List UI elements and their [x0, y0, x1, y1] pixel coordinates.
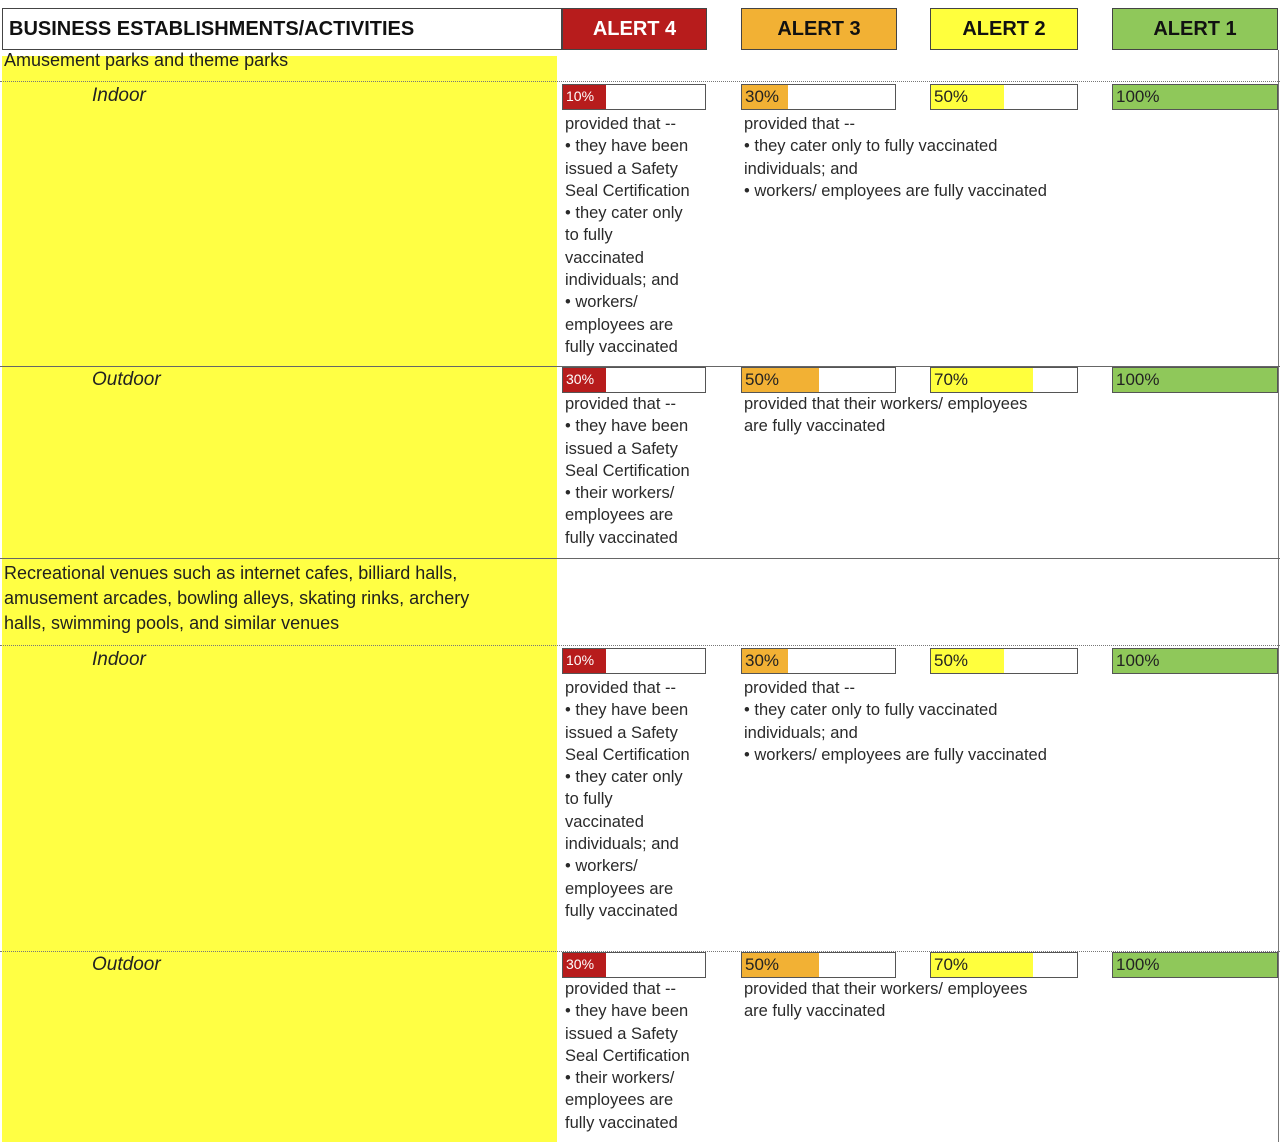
condition-line: individuals; and: [744, 723, 858, 742]
alert4-conditions: [565, 393, 690, 549]
condition-line: • they cater only: [565, 768, 683, 787]
condition-line: • they have been: [565, 137, 689, 156]
condition-line: • they have been: [565, 417, 689, 436]
category-title: Amusement parks and theme parks: [4, 50, 289, 70]
condition-line: • they cater only to fully vaccinated: [744, 137, 998, 156]
alert1-capacity-bar: [1112, 367, 1278, 393]
condition-line: individuals; and: [565, 271, 679, 290]
setting-label: Indoor: [92, 649, 146, 670]
alert1-capacity-bar: [1112, 648, 1278, 674]
capacity-label: 100%: [1116, 87, 1160, 106]
alert2-capacity-bar: [930, 367, 1078, 393]
alert4-conditions: [565, 978, 690, 1134]
capacity-label: 30%: [745, 87, 780, 106]
condition-line: • they cater only to fully vaccinated: [744, 701, 998, 720]
capacity-label: 10%: [566, 652, 595, 668]
condition-line: provided that --: [744, 115, 855, 133]
capacity-label: 70%: [934, 955, 969, 974]
condition-line: employees are: [565, 315, 674, 334]
condition-line: • they have been: [565, 701, 689, 720]
setting-label: Outdoor: [92, 954, 161, 975]
condition-line: provided that their workers/ employees: [744, 980, 1028, 998]
condition-line: provided that their workers/ employees: [744, 395, 1028, 413]
alert2-capacity-bar: [930, 952, 1078, 978]
condition-line: provided that --: [565, 679, 676, 697]
condition-line: fully vaccinated: [565, 337, 678, 356]
table-right-border: [1278, 50, 1279, 1142]
condition-line: • they cater only: [565, 204, 683, 223]
capacity-label: 50%: [934, 87, 969, 106]
alert3-conditions: [744, 393, 1027, 438]
condition-line: Seal Certification: [565, 1046, 690, 1065]
condition-line: individuals; and: [744, 159, 858, 178]
condition-line: Seal Certification: [565, 181, 690, 200]
alert3-capacity-bar: [741, 367, 896, 393]
alert2-capacity-bar: [930, 648, 1078, 674]
condition-line: employees are: [565, 879, 674, 898]
condition-line: • workers/ employees are fully vaccinated: [744, 181, 1047, 200]
alert3-conditions: [744, 113, 1047, 202]
alert4-capacity-bar: [562, 648, 706, 674]
capacity-label: 70%: [934, 370, 969, 389]
header-alert-4: ALERT 4: [562, 8, 707, 50]
alert4-capacity-bar: [562, 367, 706, 393]
condition-line: fully vaccinated: [565, 528, 678, 547]
condition-line: issued a Safety: [565, 159, 678, 178]
condition-line: to fully: [565, 790, 613, 809]
alert3-conditions: [744, 978, 1027, 1023]
capacity-label: 50%: [745, 370, 780, 389]
alert3-capacity-bar: [741, 648, 896, 674]
alert3-capacity-bar: [741, 952, 896, 978]
condition-line: employees are: [565, 1091, 674, 1110]
condition-line: • workers/: [565, 293, 638, 312]
condition-line: • their workers/: [565, 1069, 675, 1088]
condition-line: are fully vaccinated: [744, 1002, 886, 1021]
condition-line: provided that --: [565, 395, 676, 413]
setting-label: Indoor: [92, 85, 146, 106]
condition-line: are fully vaccinated: [744, 417, 886, 436]
alert4-conditions: [565, 113, 690, 358]
condition-line: Seal Certification: [565, 745, 690, 764]
alert4-conditions: [565, 677, 690, 922]
condition-line: issued a Safety: [565, 1024, 678, 1043]
condition-line: • their workers/: [565, 484, 675, 503]
alert3-capacity-bar: [741, 84, 896, 110]
condition-line: fully vaccinated: [565, 1113, 678, 1132]
header-alert-1: ALERT 1: [1112, 8, 1278, 50]
condition-line: to fully: [565, 226, 613, 245]
capacity-label: 10%: [566, 88, 595, 104]
alert1-capacity-bar: [1112, 952, 1278, 978]
header-title: BUSINESS ESTABLISHMENTS/ACTIVITIES: [2, 8, 562, 50]
capacity-label: 30%: [566, 956, 595, 972]
condition-line: • workers/ employees are fully vaccinated: [744, 745, 1047, 764]
condition-line: • they have been: [565, 1002, 689, 1021]
header-alert-2: ALERT 2: [930, 8, 1078, 50]
header-alert-3: ALERT 3: [741, 8, 897, 50]
category-title: Recreational venues such as internet cafes, billiard halls, amusement arcades, bowling alleys, skating rinks, archery halls, swimming pools, and similar venues: [4, 563, 470, 633]
alert4-capacity-bar: [562, 952, 706, 978]
condition-line: vaccinated: [565, 248, 644, 267]
capacity-label: 30%: [745, 651, 780, 670]
row-divider: [0, 558, 1280, 559]
capacity-label: 50%: [934, 651, 969, 670]
alert3-conditions: [744, 677, 1047, 766]
row-divider: [0, 81, 1280, 82]
alert1-capacity-bar: [1112, 84, 1278, 110]
row-divider: [0, 645, 1280, 646]
condition-line: provided that --: [744, 679, 855, 697]
condition-line: individuals; and: [565, 835, 679, 854]
alert2-capacity-bar: [930, 84, 1078, 110]
condition-line: • workers/: [565, 857, 638, 876]
condition-line: employees are: [565, 506, 674, 525]
condition-line: issued a Safety: [565, 723, 678, 742]
capacity-label: 100%: [1116, 955, 1160, 974]
setting-label: Outdoor: [92, 369, 161, 390]
alert4-capacity-bar: [562, 84, 706, 110]
condition-line: Seal Certification: [565, 461, 690, 480]
condition-line: issued a Safety: [565, 439, 678, 458]
capacity-label: 100%: [1116, 651, 1160, 670]
condition-line: provided that --: [565, 115, 676, 133]
capacity-label: 30%: [566, 371, 595, 387]
condition-line: provided that --: [565, 980, 676, 998]
capacity-label: 100%: [1116, 370, 1160, 389]
condition-line: vaccinated: [565, 812, 644, 831]
condition-line: fully vaccinated: [565, 901, 678, 920]
capacity-label: 50%: [745, 955, 780, 974]
